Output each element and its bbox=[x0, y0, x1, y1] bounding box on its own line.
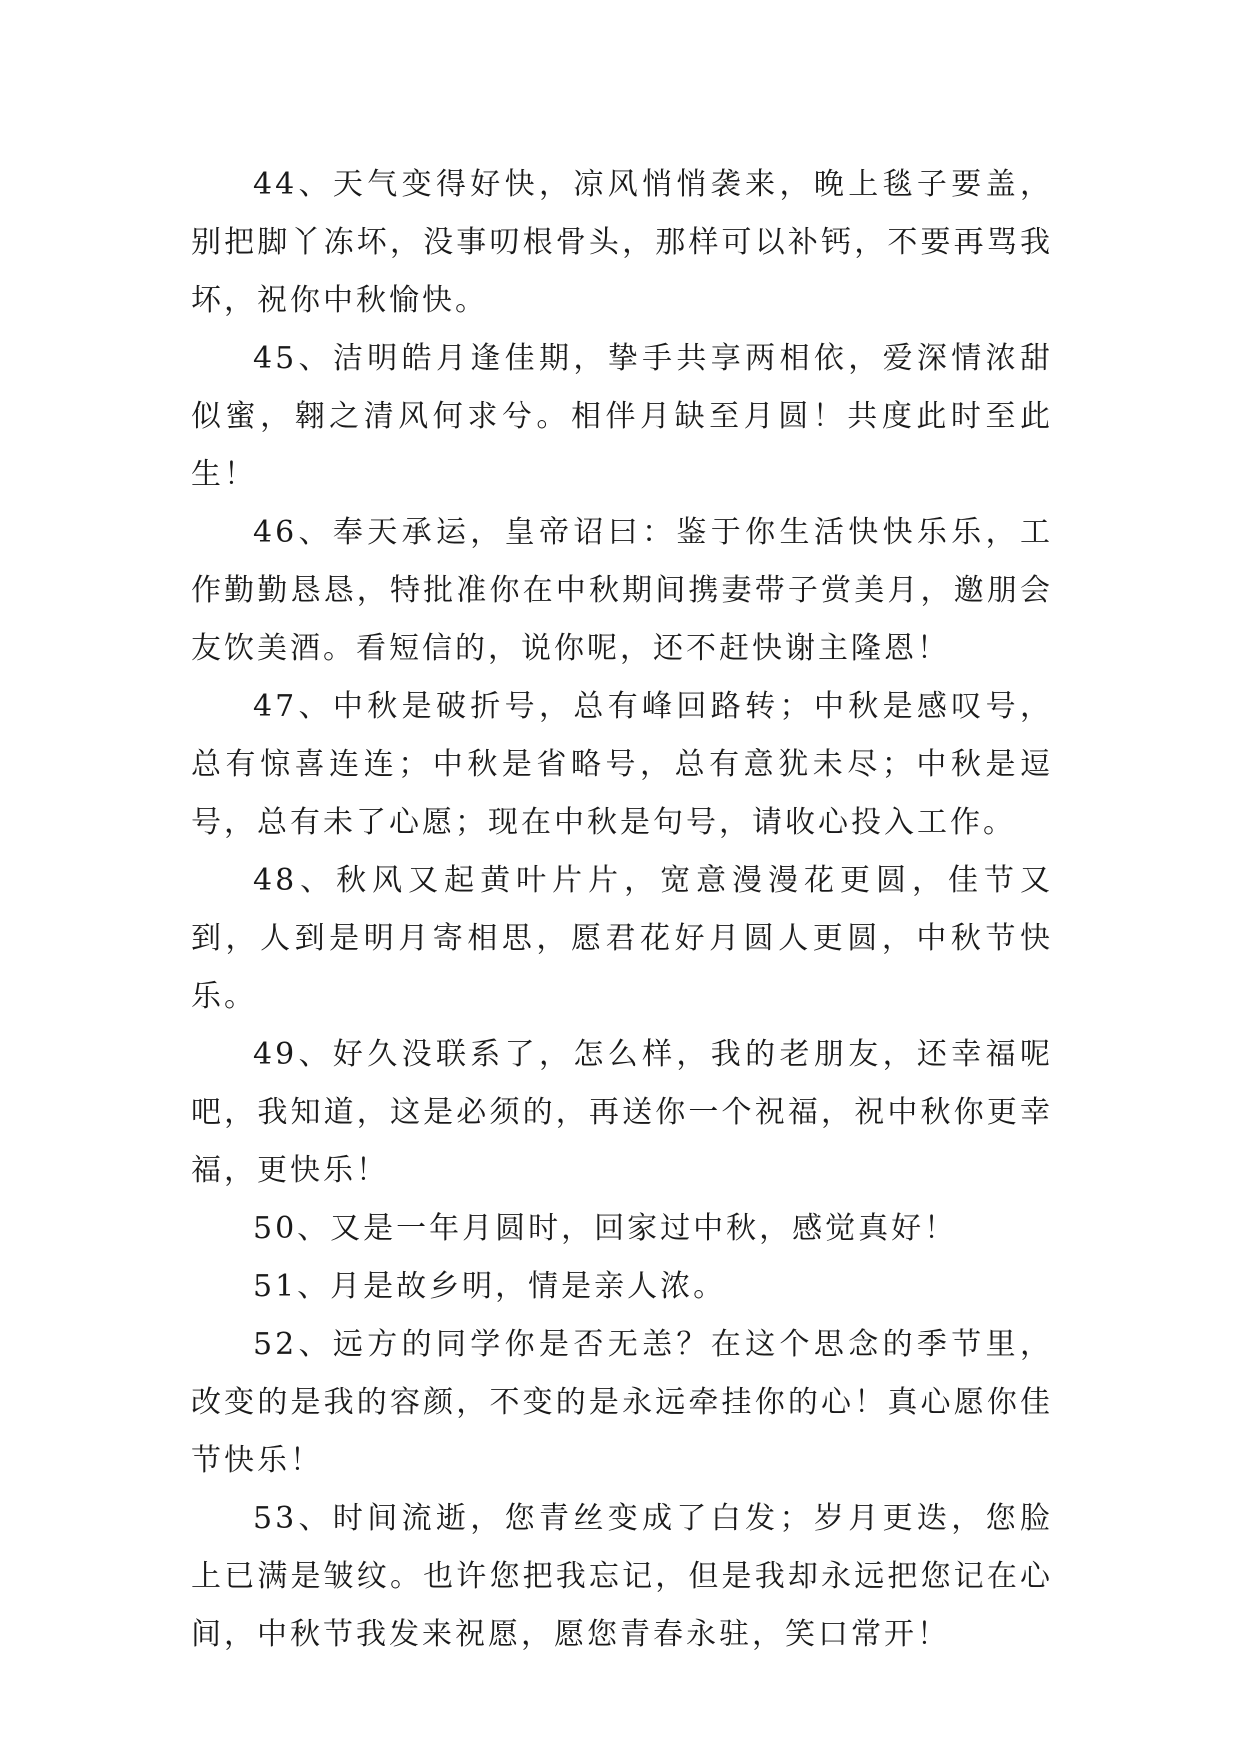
paragraph-47: 47、中秋是破折号，总有峰回路转；中秋是感叹号，总有惊喜连连；中秋是省略号，总有意犹未尽；中秋是逗号，总有未了心愿；现在中秋是句号，请收心投入工作。 bbox=[191, 689, 1053, 840]
document-body bbox=[191, 156, 1053, 1664]
paragraph-52: 52、远方的同学你是否无恙？在这个思念的季节里，改变的是我的容颜，不变的是永远牵挂你的心！真心愿你佳节快乐！ bbox=[191, 1327, 1053, 1478]
paragraph-46: 46、奉天承运，皇帝诏曰：鉴于你生活快快乐乐，工作勤勤恳恳，特批准你在中秋期间携妻带子赏美月，邀朋会友饮美酒。看短信的，说你呢，还不赶快谢主隆恩！ bbox=[191, 515, 1053, 666]
paragraph-48: 48、秋风又起黄叶片片，宽意漫漫花更圆，佳节又到，人到是明月寄相思，愿君花好月圆人更圆，中秋节快乐。 bbox=[191, 863, 1053, 1014]
paragraph-53: 53、时间流逝，您青丝变成了白发；岁月更迭，您脸上已满是皱纹。也许您把我忘记，但是我却永远把您记在心间，中秋节我发来祝愿，愿您青春永驻，笑口常开！ bbox=[191, 1501, 1053, 1652]
paragraph-51: 51、月是故乡明，情是亲人浓。 bbox=[253, 1269, 727, 1304]
paragraph-50: 50、又是一年月圆时，回家过中秋，感觉真好！ bbox=[253, 1211, 958, 1246]
paragraph-44: 44、天气变得好快，凉风悄悄袭来，晚上毯子要盖，别把脚丫冻坏，没事叨根骨头，那样可以补钙，不要再骂我坏，祝你中秋愉快。 bbox=[191, 167, 1053, 318]
paragraph-49: 49、好久没联系了，怎么样，我的老朋友，还幸福呢吧，我知道，这是必须的，再送你一个祝福，祝中秋你更幸福，更快乐！ bbox=[191, 1037, 1053, 1188]
paragraph-45: 45、洁明皓月逢佳期，挚手共享两相依，爱深情浓甜似蜜，翱之清风何求兮。相伴月缺至月圆！共度此时至此生！ bbox=[191, 341, 1053, 492]
